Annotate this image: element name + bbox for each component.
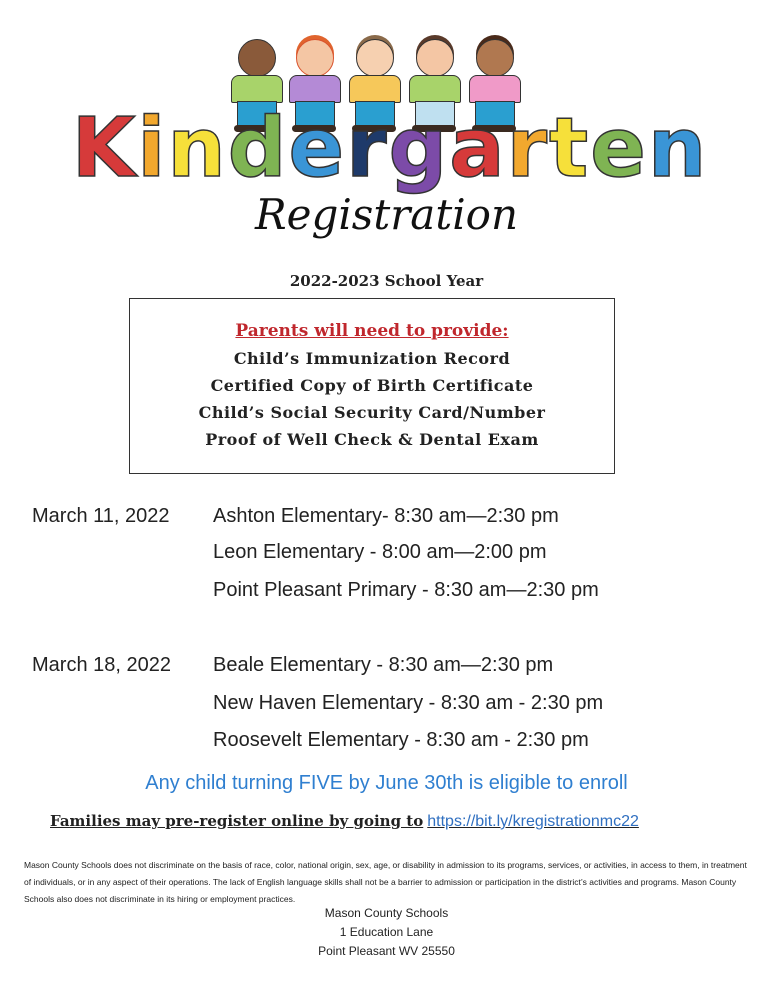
schedule-location: Leon Elementary - 8:00 am—2:00 pm [213, 541, 547, 563]
schedule-date: March 11, 2022 [32, 505, 170, 527]
title-letter: r [346, 101, 389, 196]
schedule-location: New Haven Elementary - 8:30 am - 2:30 pm [213, 692, 604, 714]
requirement-item: Certified Copy of Birth Certificate [210, 376, 534, 395]
schedule-location: Roosevelt Elementary - 8:30 am - 2:30 pm [213, 729, 589, 751]
title-letter: a [449, 101, 507, 196]
requirement-item: Proof of Well Check & Dental Exam [205, 430, 539, 449]
title-letter: g [388, 101, 450, 196]
title-letter: K [71, 101, 138, 196]
address-line: Mason County Schools [324, 906, 449, 920]
title-letter: i [137, 101, 168, 196]
preregister-line [50, 812, 639, 831]
requirements-heading: Parents will need to provide: [235, 321, 509, 341]
requirement-item: Child’s Immunization Record [233, 349, 511, 368]
preregister-link[interactable]: https://bit.ly/kregistrationmc22 [427, 813, 639, 830]
schedule-date: March 18, 2022 [32, 654, 171, 676]
title-letter: d [227, 101, 289, 196]
preregister-text: Families may pre-register online by going to [50, 812, 424, 830]
title-letter: n [647, 101, 709, 196]
requirements-box [129, 298, 615, 474]
title-letter: e [288, 101, 347, 196]
registration-subtitle: Registration [255, 190, 518, 239]
schedule-location: Ashton Elementary- 8:30 am—2:30 pm [213, 505, 559, 527]
title-letter: t [549, 101, 591, 196]
schedule-location: Beale Elementary - 8:30 am—2:30 pm [213, 654, 554, 676]
title-letter: e [590, 101, 648, 196]
requirement-item: Child’s Social Security Card/Number [198, 403, 546, 422]
address-line: 1 Education Lane [339, 925, 434, 939]
eligibility-notice: Any child turning FIVE by June 30th is eligible to enroll [145, 772, 628, 794]
address-block [0, 904, 773, 961]
title-letter: r [506, 101, 550, 196]
title-letter: n [167, 101, 228, 196]
schedule-location: Point Pleasant Primary - 8:30 am—2:30 pm [213, 579, 599, 601]
school-year: 2022-2023 School Year [289, 272, 484, 290]
address-line: Point Pleasant WV 25550 [318, 944, 455, 958]
nondiscrimination-statement: Mason County Schools does not discriminate on the basis of race, color, national origin, sex, age, or disability in admission to its programs, services, or activities, in access to them, in treatment of individuals, or in any aspect of their operations. The lack of English language skills shall not be a barrier to admission or participation in the district’s activities and programs. Mason County Schools also does not discriminate in its hiring or employment practices. [24, 860, 747, 904]
kindergarten-title [60, 101, 720, 196]
